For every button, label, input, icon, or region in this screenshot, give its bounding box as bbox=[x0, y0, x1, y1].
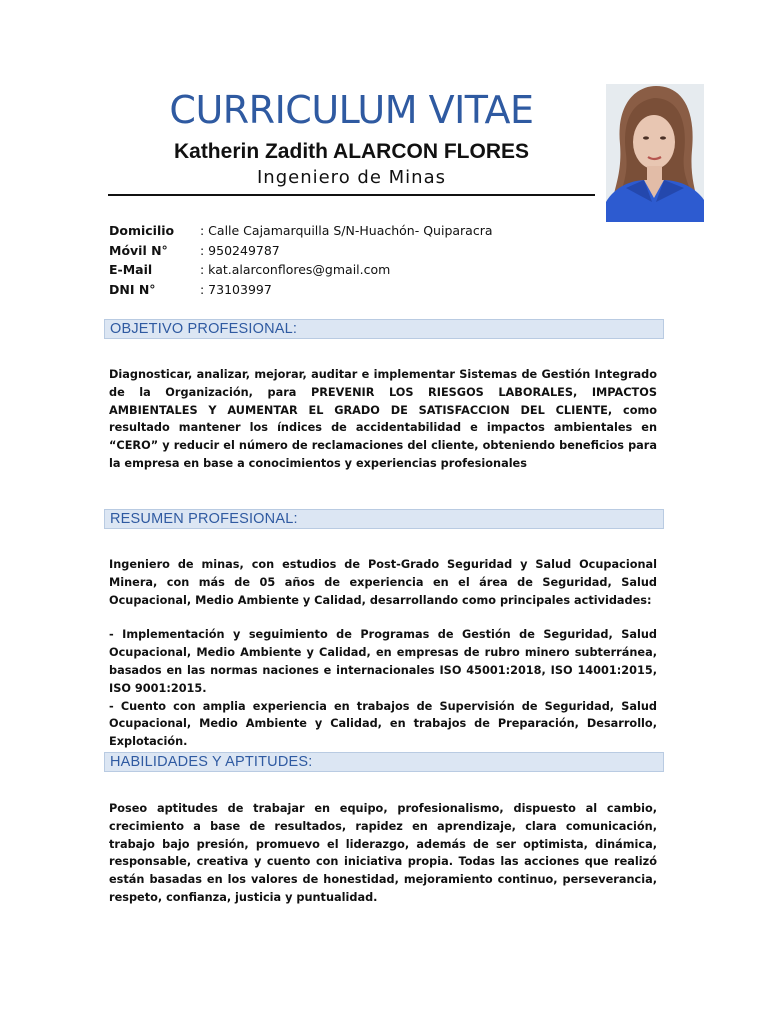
resumen-intro: Ingeniero de minas, con estudios de Post-Grado Seguridad y Salud Ocupacional Minera, con más de 05 años de experiencia en el área de Seguridad, Salud Ocupacional, Medio Ambiente y Calidad, desarrollando como principales actividades: bbox=[109, 558, 657, 607]
header-divider bbox=[108, 194, 595, 196]
contact-label: E-Mail bbox=[109, 262, 153, 277]
contact-row-dni bbox=[109, 282, 493, 302]
contact-value: : Calle Cajamarquilla S/N-Huachón- Quiparacra bbox=[200, 223, 493, 238]
contact-value: : kat.alarconflores@gmail.com bbox=[200, 262, 391, 277]
profile-photo-icon bbox=[606, 84, 704, 222]
habilidades-paragraph bbox=[109, 800, 657, 907]
contact-label: Domicilio bbox=[109, 223, 175, 238]
document-title: CURRICULUM VITAE bbox=[169, 88, 534, 132]
resumen-item: - Implementación y seguimiento de Programas de Gestión de Seguridad, Salud Ocupacional, Medio Ambiente y Calidad, en empresas de rubro minero subterránea, basados en las normas naciones e internacionales ISO 45001:2018, ISO 14001:2015, ISO 9001:2015. bbox=[109, 628, 657, 695]
objetivo-text: Diagnosticar, analizar, mejorar, auditar e implementar Sistemas de Gestión Integrado de la Organización, para PREVENIR LOS RIESGOS LABORALES, IMPACTOS AMBIENTALES Y AUMENTAR EL GRADO DE SATISFACCION DEL CLIENTE, como resultado mantener los índices de accidentabilidad e impactos ambientales en “CERO” y reducir el número de reclamaciones del cliente, obteniendo beneficios para la empresa en base a conocimientos y experiencias profesionales bbox=[109, 368, 657, 470]
candidate-profession: Ingeniero de Minas bbox=[256, 167, 446, 188]
candidate-name: Katherin Zadith ALARCON FLORES bbox=[173, 140, 530, 163]
profile-photo bbox=[606, 84, 704, 222]
resumen-item: - Cuento con amplia experiencia en trabajos de Supervisión de Seguridad, Salud Ocupacional, Medio Ambiente y Calidad, en trabajos de Preparación, Desarrollo, Explotación. bbox=[109, 699, 657, 749]
resumen-paragraph bbox=[109, 556, 657, 751]
habilidades-text: Poseo aptitudes de trabajar en equipo, profesionalismo, dispuesto al cambio, crecimiento a base de resultados, rapidez en aprendizaje, clara comunicación, trabajo bajo presión, promuevo el liderazgo, además de ser optimista, dinámica, responsable, creativa y cuento con iniciativa propia. Todas las acciones que realizó están basadas en los valores de honestidad, mejoramiento continuo, perseverancia, respeto, confianza, justicia y puntualidad. bbox=[109, 802, 657, 904]
section-heading-resumen: RESUMEN PROFESIONAL: bbox=[104, 509, 664, 529]
contact-row-email bbox=[109, 262, 493, 282]
contact-row-phone bbox=[109, 243, 493, 263]
contact-value: : 950249787 bbox=[200, 242, 280, 258]
section-heading-habilidades: HABILIDADES Y APTITUDES: bbox=[104, 752, 664, 772]
section-heading-objetivo: OBJETIVO PROFESIONAL: bbox=[104, 319, 664, 339]
contact-value: : 73103997 bbox=[200, 281, 272, 297]
contact-info bbox=[109, 223, 493, 301]
contact-label: Móvil N° bbox=[109, 242, 168, 258]
objetivo-paragraph bbox=[109, 366, 657, 473]
contact-label: DNI N° bbox=[109, 281, 156, 297]
contact-row-address bbox=[109, 223, 493, 243]
